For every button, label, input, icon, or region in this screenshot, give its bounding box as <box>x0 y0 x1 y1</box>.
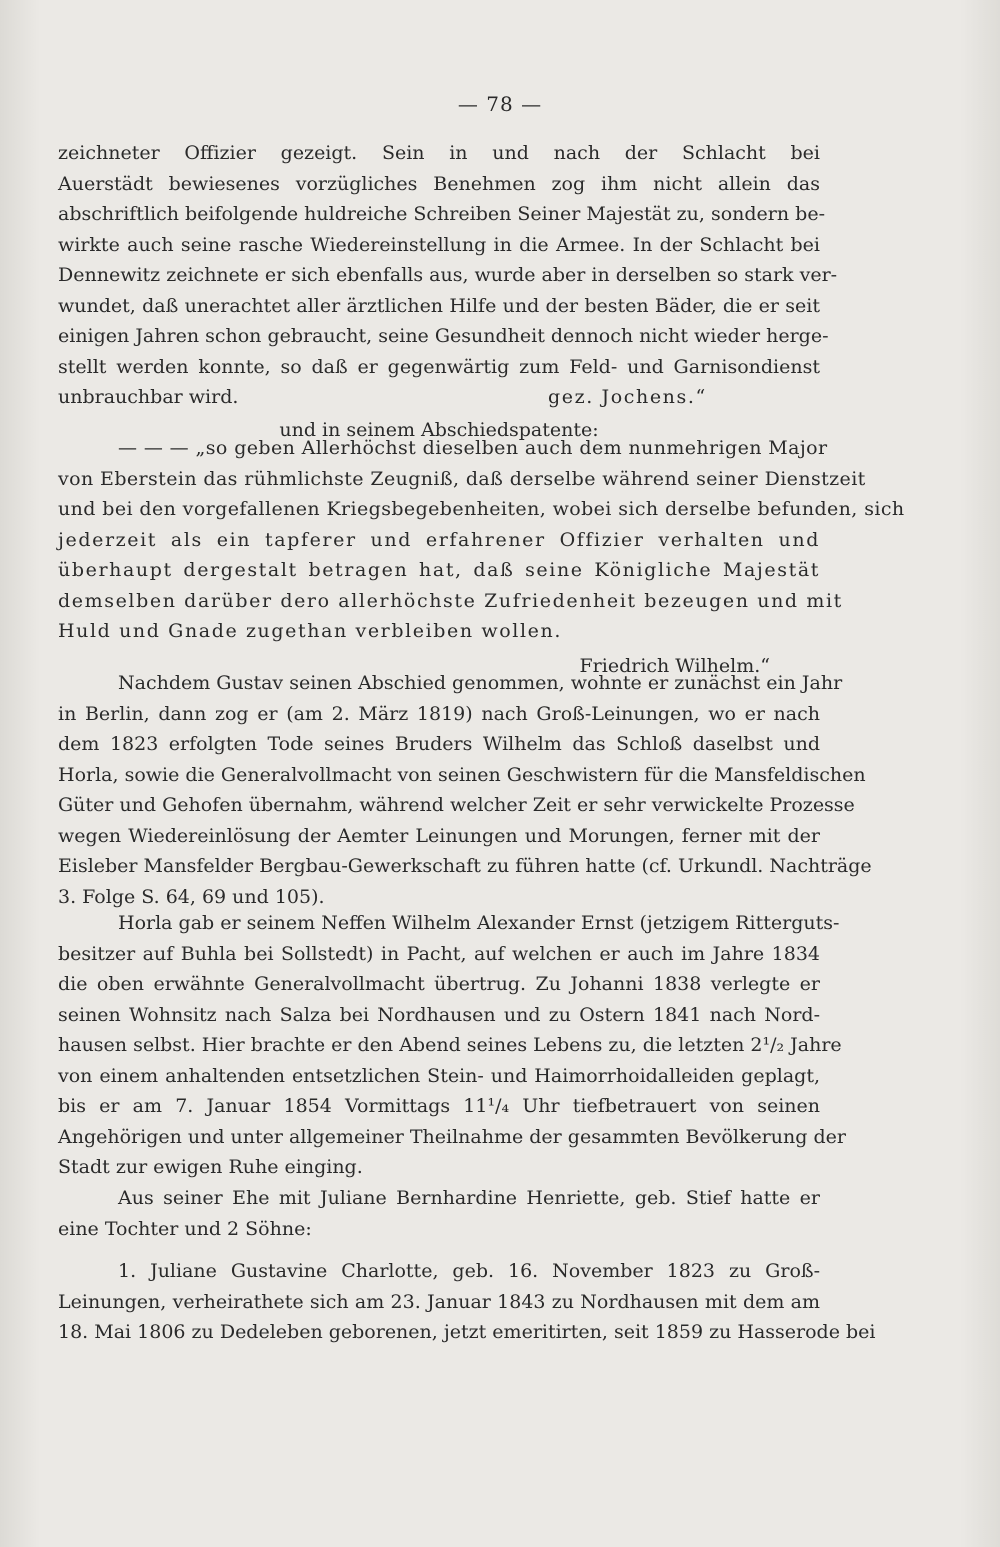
text-line: die oben erwähnte Generalvollmacht übertrug. Zu Johanni 1838 verlegte er <box>58 973 820 995</box>
quoted-patent <box>58 433 905 681</box>
text-line: wirkte auch seine rasche Wiedereinstellung in die Armee. In der Schlacht bei <box>58 233 820 256</box>
text-line: von einem anhaltenden entsetzlichen Stein- und Haimorrhoidalleiden geplagt, <box>58 1064 820 1087</box>
paragraph-continuation <box>58 138 838 445</box>
text-line: Aus seiner Ehe mit Juliane Bernhardine Henriette, geb. Stief hatte er <box>118 1187 820 1209</box>
text-line: Güter und Gehofen übernahm, während welcher Zeit er sehr verwickelte Prozesse <box>58 794 855 816</box>
signature-jochens: gez. Jochens.“ <box>548 386 707 408</box>
text-line: jederzeit als ein tapferer und erfahrener Offizier verhalten und <box>58 528 820 551</box>
text-line: in Berlin, dann zog er (am 2. März 1819) nach Groß-Leinungen, wo er nach <box>58 702 820 725</box>
text-line: 18. Mai 1806 zu Dedeleben geborenen, jetzt emeritirten, seit 1859 zu Hasserode bei <box>58 1321 876 1343</box>
paragraph <box>58 1183 820 1244</box>
text-line: Nachdem Gustav seinen Abschied genommen, wohnte er zunächst ein Jahr <box>118 672 843 694</box>
text-line: Horla, sowie die Generalvollmacht von seinen Geschwistern für die Mansfeldischen <box>58 763 866 786</box>
text-line: Auerstädt bewiesenes vorzügliches Benehmen zog ihm nicht allein das <box>58 172 820 195</box>
text-line: zeichneter Offizier gezeigt. Sein in und nach der Schlacht bei <box>58 142 820 164</box>
page-number: — 78 — <box>457 92 543 116</box>
list-item-charlotte <box>58 1256 876 1348</box>
text-line: Horla gab er seinem Neffen Wilhelm Alexander Ernst (jetzigem Ritterguts- <box>118 912 840 934</box>
text-line: stellt werden konnte, so daß er gegenwärtig zum Feld- und Garnisondienst <box>58 355 820 378</box>
text-line: von Eberstein das rühmlichste Zeugniß, daß derselbe während seiner Dienstzeit <box>58 467 866 490</box>
text-line: Stadt zur ewigen Ruhe einging. <box>58 1156 363 1178</box>
paragraph <box>58 908 846 1183</box>
text-line: bis er am 7. Januar 1854 Vormittags 11¹/₄ Uhr tiefbetrauert von seinen <box>58 1095 820 1117</box>
paragraph <box>58 668 872 912</box>
text-line: 1. Juliane Gustavine Charlotte, geb. 16. November 1823 zu Groß- <box>118 1260 820 1282</box>
text-line: und bei den vorgefallenen Kriegsbegebenheiten, wobei sich derselbe befunden, sich <box>58 498 905 520</box>
text-line: — — — „so geben Allerhöchst dieselben auch dem nunmehrigen Major <box>118 437 828 459</box>
text-line: wundet, daß unerachtet aller ärztlichen Hilfe und der besten Bäder, die er seit <box>58 294 820 317</box>
text-line: eine Tochter und 2 Söhne: <box>58 1217 312 1240</box>
text-line: Eisleber Mansfelder Bergbau-Gewerkschaft zu führen hatte (cf. Urkundl. Nachträge <box>58 855 872 877</box>
text-line: seinen Wohnsitz nach Salza bei Nordhausen und zu Ostern 1841 nach Nord- <box>58 1003 820 1026</box>
text-line: Leinungen, verheirathete sich am 23. Januar 1843 zu Nordhausen mit dem am <box>58 1290 820 1313</box>
text-line: unbrauchbar wird. <box>58 386 239 408</box>
text-line: hausen selbst. Hier brachte er den Abend seines Lebens zu, die letzten 2¹/₂ Jahre <box>58 1034 842 1056</box>
text-line: Dennewitz zeichnete er sich ebenfalls aus, wurde aber in derselben so stark ver- <box>58 264 838 286</box>
text-line: besitzer auf Buhla bei Sollstedt) in Pacht, auf welchen er auch im Jahre 1834 <box>58 942 820 965</box>
text-line: wegen Wiedereinlösung der Aemter Leinungen und Morungen, ferner mit der <box>58 824 820 847</box>
text-line: Angehörigen und unter allgemeiner Theilnahme der gesammten Bevölkerung der <box>58 1125 846 1148</box>
text-line: Huld und Gnade zugethan verbleiben wollen. <box>58 620 562 642</box>
text-line: 3. Folge S. 64, 69 und 105). <box>58 885 325 908</box>
quote-intro: und in seinem Abschiedspatente: <box>279 418 599 441</box>
text-line: einigen Jahren schon gebraucht, seine Gesundheit dennoch nicht wieder herge- <box>58 325 829 347</box>
text-line: überhaupt dergestalt betragen hat, daß seine Königliche Majestät <box>58 559 820 581</box>
text-line: dem 1823 erfolgten Tode seines Bruders Wilhelm das Schloß daselbst und <box>58 733 820 755</box>
text-line: abschriftlich beifolgende huldreiche Schreiben Seiner Majestät zu, sondern be- <box>58 203 825 225</box>
signature-friedrich-wilhelm: Friedrich Wilhelm.“ <box>579 654 770 677</box>
text-line: demselben darüber dero allerhöchste Zufriedenheit bezeugen und mit <box>58 589 843 612</box>
